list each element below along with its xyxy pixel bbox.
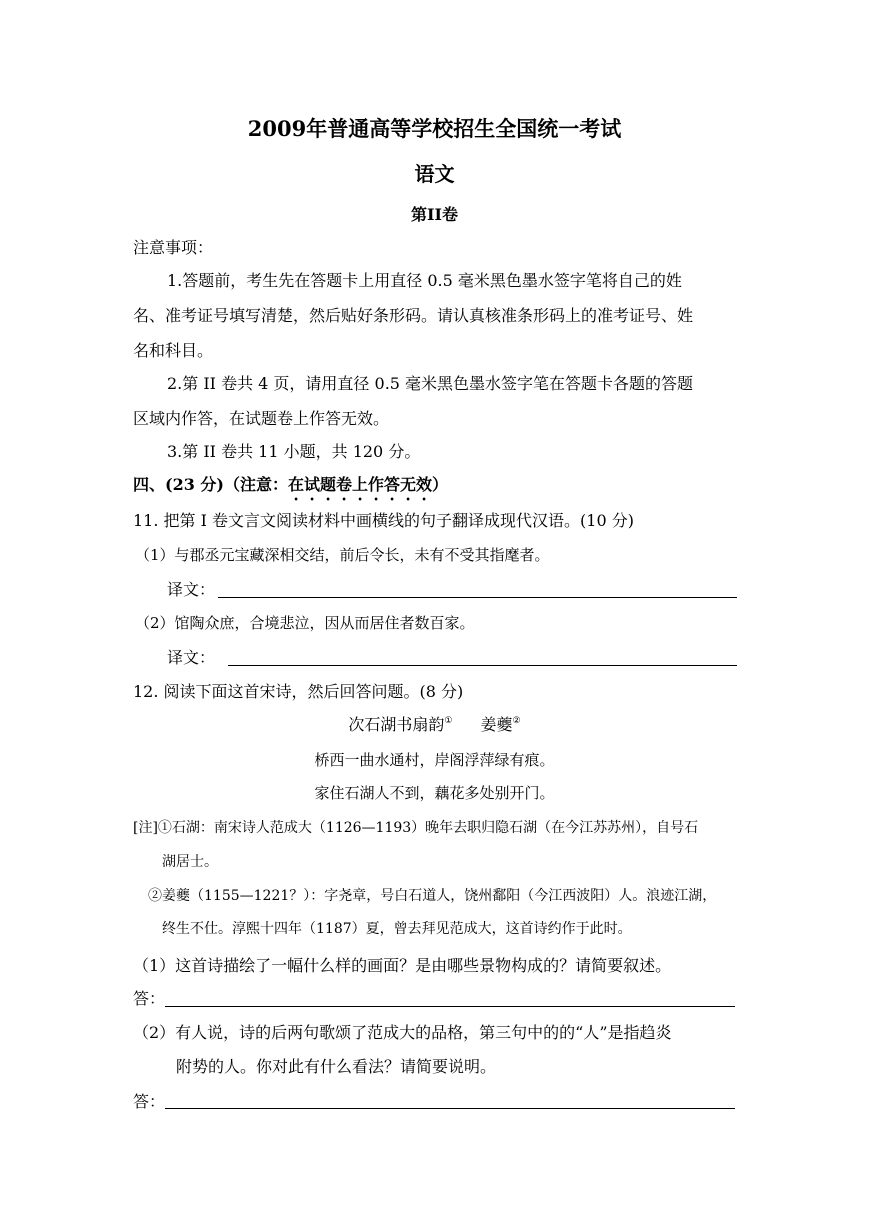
notice-item1-line1: 1.答题前，考生先在答题卡上用直径 0.5 毫米黑色墨水签字笔将自己的姓 xyxy=(167,271,682,290)
q11-answer2-line[interactable] xyxy=(228,665,737,666)
notice-item1-line3: 名和科目。 xyxy=(133,341,214,360)
q12-sub2-line2: 附势的人。你对此有什么看法？请简要说明。 xyxy=(176,1057,497,1076)
note2-line1: ②姜夔（1155—1221？）：字尧章，号白石道人，饶州鄱阳（今江西波阳）人。浪迹江湖， xyxy=(148,888,717,904)
q12-answer1-label: 答： xyxy=(133,989,166,1008)
q11-answer1-label: 译文： xyxy=(167,580,216,599)
q12-answer2-label: 答： xyxy=(133,1092,166,1111)
q12-sub2-line1: （2）有人说，诗的后两句歌颂了范成大的品格，第三句中的的“人”是指趋炎 xyxy=(133,1023,672,1042)
poem-heading xyxy=(0,715,869,735)
notice-item2-line1: 2.第 II 卷共 4 页，请用直径 0.5 毫米黑色墨水签字笔在答题卡各题的答题 xyxy=(167,374,694,393)
notice-item1-line2: 名、准考证号填写清楚，然后贴好条形码。请认真核准条形码上的准考证号、姓 xyxy=(133,306,694,325)
poem-author xyxy=(481,715,521,735)
note1-line1: [注]①石湖：南宋诗人范成大（1126—1193）晚年去职归隐石湖（在今江苏苏州），自号石 xyxy=(133,820,699,836)
q12-answer1-line[interactable] xyxy=(165,1006,735,1007)
exam-title: 2009年普通高等学校招生全国统一考试 xyxy=(247,116,622,141)
q12-answer2-line[interactable] xyxy=(165,1108,735,1109)
poem-title-text: 次石湖书扇韵 xyxy=(348,715,445,734)
q11-sub1: （1）与郡丞元宝藏深相交结，前后令长，未有不受其指麾者。 xyxy=(135,546,550,564)
note1-line2: 湖居士。 xyxy=(162,854,218,870)
poem-author-note: ② xyxy=(512,716,521,726)
section4-heading-suffix: ） xyxy=(432,475,449,494)
q12-stem: 12. 阅读下面这首宋诗，然后回答问题。(8 分) xyxy=(133,682,464,701)
q11-answer1-line[interactable] xyxy=(218,597,737,598)
poem-line2: 家住石湖人不到，藕花多处别开门。 xyxy=(314,784,555,802)
q11-sub2: （2）馆陶众庶，合境悲泣，因从而居住者数百家。 xyxy=(135,614,475,632)
poem-line1: 桥西一曲水通村，岸阁浮萍绿有痕。 xyxy=(314,751,555,769)
poem-title-note: ① xyxy=(444,716,453,726)
poem-author-text: 姜夔 xyxy=(480,715,513,734)
subject-title: 语文 xyxy=(414,162,455,186)
q11-stem: 11. 把第 I 卷文言文阅读材料中画横线的句子翻译成现代汉语。(10 分) xyxy=(133,511,634,530)
q12-sub1: （1）这首诗描绘了一幅什么样的画面？是由哪些景物构成的？请简要叙述。 xyxy=(133,956,672,975)
poem-title xyxy=(348,715,452,735)
q11-answer2-label: 译文： xyxy=(167,648,216,667)
notice-heading: 注意事项： xyxy=(133,238,214,257)
volume-title: 第II卷 xyxy=(411,205,458,224)
section4-heading-prefix: 四、(23 分)（注意： xyxy=(133,475,288,494)
note2-line2: 终生不仕。淳熙十四年（1187）夏，曾去拜见范成大，这首诗约作于此时。 xyxy=(162,921,632,937)
section4-heading-emphasis: 在试题卷上作答无效 xyxy=(287,475,432,494)
section4-heading xyxy=(133,475,448,504)
notice-item3: 3.第 II 卷共 11 小题，共 120 分。 xyxy=(167,442,421,461)
notice-item2-line2: 区域内作答，在试题卷上作答无效。 xyxy=(133,409,390,428)
